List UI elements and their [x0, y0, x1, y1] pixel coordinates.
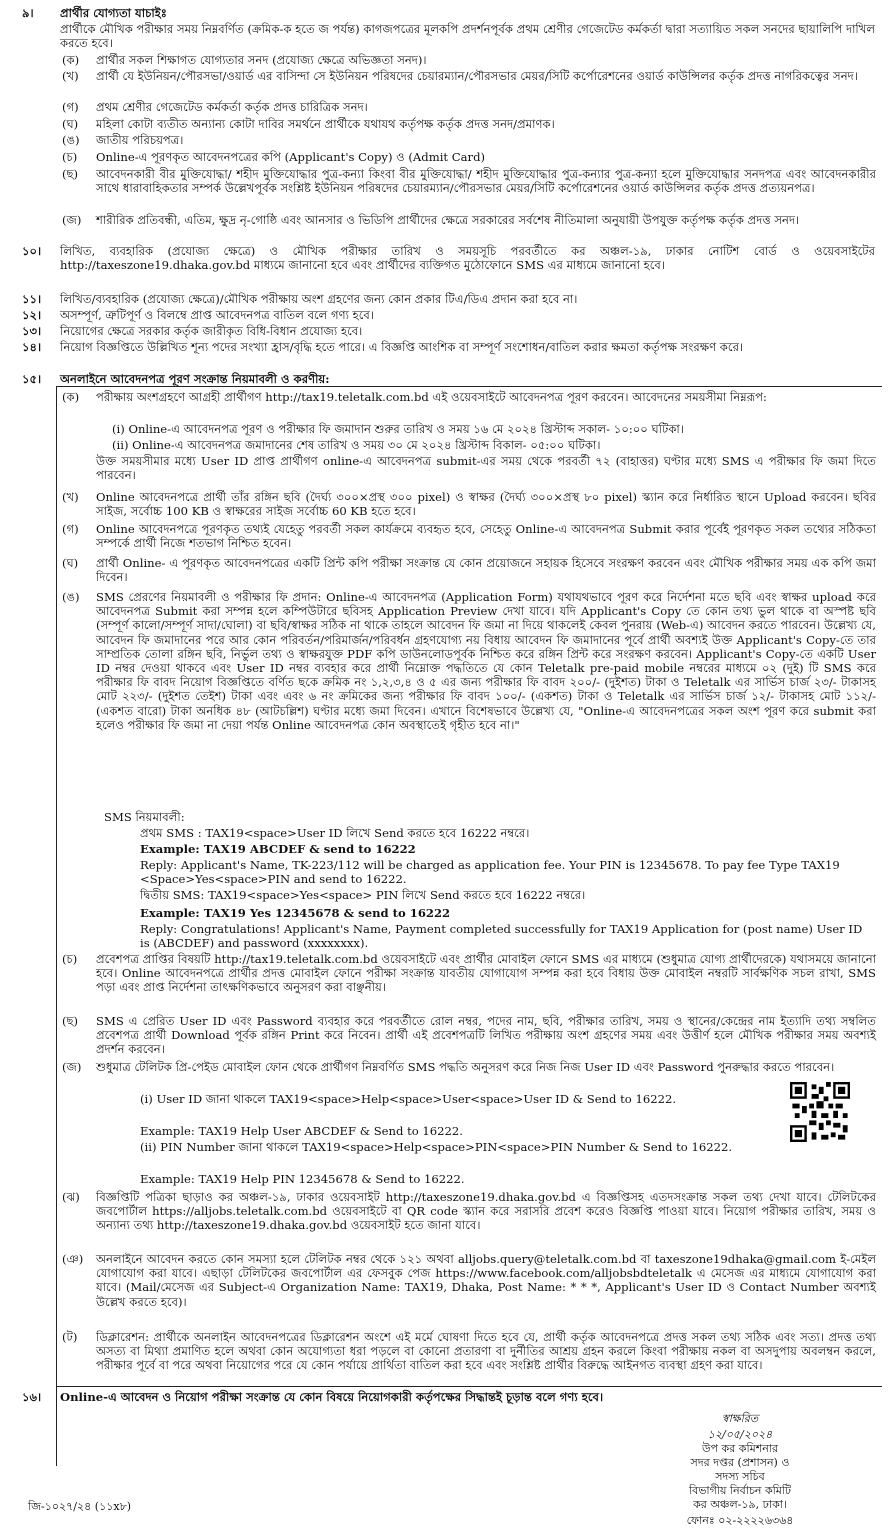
sms-second: দ্বিতীয় SMS: TAX19<space>Yes<space> PIN লিখে Send করতে হবে 16222 নম্বরে।: [140, 888, 586, 902]
item-text: প্রার্থী Online- এ পূরণকৃত আবেদনপত্রের একটি প্রিন্ট কপি পরীক্ষা সংক্রান্ত যে কোন প্রয়োজনে সহায়ক হিসেবে সংরক্ষণ করবেন এবং মৌখিক পরীক্ষার সময় এক কপি জমা দিবেন।: [96, 556, 876, 585]
item-text: পরীক্ষায় অংশগ্রহণে আগ্রহী প্রার্থীগণ http://tax19.teletalk.com.bd এই ওয়েবসাইটে আবেদনপত্র পূরণ করবেন। আবেদনের সময়সীমা নিম্নরূপ:: [96, 390, 767, 404]
item-label: (ঝ): [62, 1190, 80, 1204]
section-title: প্রার্থীর যোগ্যতা যাচাইঃ: [60, 6, 167, 20]
item-label: (ক): [62, 53, 80, 67]
item-label: (ঘ): [62, 556, 79, 570]
item-label: (ছ): [62, 167, 79, 181]
section-number: ১৪।: [22, 340, 42, 354]
sms-first-reply: Reply: Applicant's Name, TK-223/112 will be charged as application fee. Your PIN is 12345678. To pay fee Type TAX19 <Space>Yes<space>PIN and send to 16222.: [140, 858, 840, 887]
item-label: (ঞ): [62, 1252, 84, 1266]
item-text: SMS এ প্রেরিত User ID এবং Password ব্যবহার করে পরবর্তীতে রোল নম্বর, পদের নাম, ছবি, পরীক্ষার তারিখ, সময় ও স্থানের/কেন্দ্রের নাম ইত্যাদি তথ্য সম্বলিত প্রবেশপত্র প্রার্থী Download পূর্বক রঙ্গিন Print করে নিবেন। প্রার্থী এই প্রবেশপত্রটি লিখিত পরীক্ষায় অংশ গ্রহণের সময় এবং উত্তীর্ণ হলে মৌখিক পরীক্ষার সময় অবশ্যই প্রদর্শন করবেন।: [96, 1014, 876, 1057]
signatory-committee: বিভাগীয় নির্বাচন কমিটি: [688, 1484, 792, 1497]
section-number: ১৫।: [22, 372, 42, 386]
sms-second-example: Example: TAX19 Yes 12345678 & send to 16222: [140, 906, 451, 920]
qr-code-icon: [790, 1082, 850, 1142]
section-text: লিখিত, ব্যবহারিক (প্রযোজ্য ক্ষেত্রে) ও মৌখিক পরীক্ষার তারিখ ও সময়সূচি পরবর্তীতে কর অঞ্চল-১৯, ঢাকার নোটিশ বোর্ড ও ওয়েবসাইটের http://taxeszone19.dhaka.gov.bd মাধ্যমে জানানো হবে এবং প্রার্থীদের ব্যক্তিগত মুঠোফোনে SMS এর মাধ্যমে জানানো হবে।: [60, 244, 875, 273]
item-label: (ঙ): [62, 133, 80, 147]
section-number: ১২।: [22, 308, 42, 322]
signatory-office: সদর দপ্তর (প্রশাসন) ও: [690, 1456, 790, 1469]
section-number: ১০।: [22, 244, 42, 258]
help-user-line: (i) User ID জানা থাকলে TAX19<space>Help<space>User<space>User ID & Send to 16222.: [140, 1092, 677, 1106]
section-number: ১১।: [22, 292, 42, 306]
section-title: অনলাইনে আবেদনপত্র পূরণ সংক্রান্ত নিয়মাবলী ও করণীয়:: [60, 372, 330, 386]
item-text: Online-এ পূরণকৃত আবেদনপত্রের কপি (Applicant's Copy) ও (Admit Card): [96, 150, 486, 164]
item-label: (ক): [62, 390, 80, 404]
item-label: (গ): [62, 522, 79, 536]
table-bottom-rule: [56, 1386, 882, 1387]
section-number: ১৬।: [22, 1390, 42, 1404]
signatory-zone: কর অঞ্চল-১৯, ঢাকা।: [693, 1498, 787, 1511]
section-number: ৯।: [22, 6, 34, 20]
item-text: প্রবেশপত্র প্রাপ্তির বিষয়টি http://tax19.teletalk.com.bd ওয়েবসাইটে এবং প্রার্থীর মোবাইল ফোনে SMS এর মাধ্যমে (শুধুমাত্র যোগ্য প্রার্থীদেরকে) যথাসময়ে জানানো হবে। Online আবেদনপত্রে প্রার্থীর প্রদত্ত মোবাইল ফোনে পরীক্ষা সংক্রান্ত যাবতীয় যোগাযোগ সম্পন্ন করা হবে বিধায় উক্ত মোবাইল নম্বরটি সার্বক্ষণিক সচল রাখা, SMS পড়া এবং প্রাপ্ত নির্দেশনা তাৎক্ষণিকভাবে অনুসরণ করা বাঞ্ছনীয়।: [96, 952, 876, 995]
item-label: (খ): [62, 490, 79, 504]
item-label: (জ): [62, 1060, 82, 1074]
signature-mark: স্বাক্ষরিত: [721, 1412, 759, 1425]
item-label: (ট): [62, 1330, 78, 1344]
item-label: (খ): [62, 69, 79, 83]
help-pin-line: (ii) PIN Number জানা থাকলে TAX19<space>Help<space>PIN<space>PIN Number & Send to 16222.: [140, 1140, 733, 1154]
item-subline: (ii) Online-এ আবেদনপত্র জমাদানের শেষ তারিখ ও সময় ৩০ মে ২০২৪ খ্রিস্টাব্দ বিকাল- ০৫:০০ ঘটিকা।: [112, 438, 601, 452]
item-subline: (i) Online-এ আবেদনপত্র পূরণ ও পরীক্ষার ফি জমাদান শুরুর তারিখ ও সময় ১৬ মে ২০২৪ খ্রিস্টাব্দ সকাল- ১০:০০ ঘটিকা।: [112, 422, 684, 436]
item-label: (ঘ): [62, 117, 79, 131]
item-label: (ঙ): [62, 590, 80, 604]
signature-date: ১২/০৫/২০২৪: [707, 1428, 773, 1441]
sms-first: প্রথম SMS : TAX19<space>User ID লিখে Send করতে হবে 16222 নম্বরে।: [140, 826, 530, 840]
table-top-rule: [56, 386, 882, 387]
sms-second-reply: Reply: Congratulations! Applicant's Name, Payment completed successfully for TAX19 Application for (post name) User ID is (ABCDEF) and password (xxxxxxxx).: [140, 922, 863, 951]
section-text: অসম্পূর্ণ, ত্রুটিপূর্ণ ও বিলম্বে প্রাপ্ত আবেদনপত্র বাতিল বলে গণ্য হবে।: [60, 308, 375, 322]
section-text: নিয়োগ বিজ্ঞপ্তিতে উল্লিখিত শূন্য পদের সংখ্যা হ্রাস/বৃদ্ধি হতে পারে। এ বিজ্ঞপ্তি আংশিক বা সম্পূর্ণ সংশোধন/বাতিল করার ক্ষমতা কর্তৃপক্ষ সংরক্ষণ করে।: [60, 340, 744, 354]
item-text: Online আবেদনপত্রে পূরণকৃত তথ্যই যেহেতু পরবর্তী সকল কার্যক্রমে ব্যবহৃত হবে, সেহেতু Online-এ আবেদনপত্র Submit করার পূর্বেই পূরণকৃত সকল তথ্যের সঠিকতা সম্পর্কে প্রার্থী নিজে শতভাগ নিশ্চিত হবেন।: [96, 522, 876, 551]
item-text: SMS প্রেরণের নিয়মাবলী ও পরীক্ষার ফি প্রদান: Online-এ আবেদনপত্র (Application Form) যথাযথভাবে পূরণ করে নির্দেশনা মতে ছবি এবং স্বাক্ষর upload করে আবেদনপত্র Submit করা সম্পন্ন হলে কম্পিউটারে ছবিসহ Application Preview দেখা যাবে। যদি Applicant's Copy তে কোন তথ্য ভুল থাকে বা অস্পষ্ট ছবি (সম্পূর্ণ কালো/সম্পূর্ণ সাদা/ঘোলা) বা ছবি/স্বাক্ষর সঠিক না থাকে তাহলে আবেদন ফি জমা না দিয়ে থাকলেই কেবল পুনরায় (Web-এ) আবেদন করতে পারবেন। উল্লেখ্য যে, আবেদন ফি জমাদানের পরে আর কোন পরিবর্তন/পরিমার্জন/পরিবর্ধন গ্রহণযোগ্য নয় বিধায় আবেদন ফি জমাদানের পূর্বে প্রার্থী অবশ্যই উক্ত Applicant's Copy-তে তার সাম্প্রতিক তোলা রঙ্গিন ছবি, নির্ভুল তথ্য ও স্বাক্ষরযুক্ত PDF কপি ডাউনলোডপূর্বক নিশ্চিত করে রঙ্গিন প্রিন্ট করে সংরক্ষণ করবেন। Applicant's Copy-তে একটি User ID নম্বর দেওয়া থাকবে এবং User ID নম্বর ব্যবহার করে প্রার্থী নিম্নোক্ত পদ্ধতিতে যে কোন Teletalk pre-paid mobile নম্বরের মাধ্যমে ০২ (দুই) টি SMS করে পরীক্ষার ফি বাবদ নিয়োগ বিজ্ঞপ্তিতে বর্ণিত ছকে ক্রমিক নং ১,২,৩,৪ ও ৫ এর জন্য পরীক্ষার ফি বাবদ ২০০/- (দুইশত) টাকা ও Teletalk এর সার্ভিস চার্জ ২৩/- টাকাসহ মোট ২২৩/- (দুইশত তেইশ) টাকা এবং এবং ৬ নং ক্রমিকের জন্য পরীক্ষার ফি বাবদ ১০০/- (একশত) টাকা ও Teletalk এর সার্ভিস চার্জ ১২/- টাকাসহ মোট ১১২/- (একশত বারো) টাকা অনধিক ৪৮ (আটচল্লিশ) ঘণ্টার মধ্যে জমা দিবেন। এখানে বিশেষভাবে উল্লেখ্য যে, "Online-এ আবেদনপত্রের সকল অংশ পূরণ করে submit করা হলেও পরীক্ষার ফি জমা না দেয়া পর্যন্ত Online আবেদনপত্র কোন অবস্থাতেই গৃহীত হবে না।": [96, 590, 876, 732]
signatory-role: সদস্য সচিব: [715, 1470, 765, 1483]
item-label: (চ): [62, 952, 78, 966]
item-text: Online আবেদনপত্রে প্রার্থী তাঁর রঙ্গিন ছবি (দৈর্ঘ্য ৩০০×প্রস্থ ৩০০ pixel) ও স্বাক্ষর (দৈর্ঘ্য ৩০০×প্রস্থ ৮০ pixel) স্ক্যান করে নির্ধারিত স্থানে Upload করবেন। ছবির সাইজ, সর্বোচ্চ 100 KB ও স্বাক্ষরের সাইজ সর্বোচ্চ 60 KB হতে হবে।: [96, 490, 876, 519]
item-label: (ছ): [62, 1014, 79, 1028]
item-text: অনলাইনে আবেদন করতে কোন সমস্যা হলে টেলিটক নম্বর থেকে ১২১ অথবা alljobs.query@teletalk.com.bd বা taxeszone19dhaka@gmail.com ই-মেইল যোগাযোগ করা যাবে। এছাড়া টেলিটকের জবপোর্টাল এর ফেসবুক পেজ https://www.facebook.com/alljobsbdteletalk এ মেসেজ এর মাধ্যমে যোগাযোগ করা যাবে। (Mail/মেসেজ এর Subject-এ Organization Name: TAX19, Dhaka, Post Name: * * *, Applicant's User ID ও Contact Number অবশ্যই উল্লেখ করতে হবে)।: [96, 1252, 876, 1309]
item-text: ডিক্লারেশন: প্রার্থীকে অনলাইন আবেদনপত্রের ডিক্লারেশন অংশে এই মর্মে ঘোষণা দিতে হবে যে, প্রার্থী কর্তৃক আবেদনপত্রে প্রদত্ত সকল তথ্য সঠিক এবং সত্য। প্রদত্ত তথ্য অসত্য বা মিথ্যা প্রমাণিত হলে অথবা কোন অযোগ্যতা ধরা পড়লে বা কোনো প্রতারণা বা দুর্নীতির আশ্রয় গ্রহন করলে কিংবা পরীক্ষায় নকল বা অসদুপায় অবলম্বন করলে, পরীক্ষার পূর্বে বা পরে অথবা নিয়োগের পরে যে কোন পর্যায়ে প্রার্থিতা বাতিল করা হবে এবং সংশ্লিষ্ট প্রার্থীর বিরুদ্ধে আইনগত ব্যবস্থা গ্রহণ করা যাবে।: [96, 1330, 876, 1373]
table-left-rule: [56, 386, 57, 1466]
section-text: লিখিত/ব্যবহারিক (প্রযোজ্য ক্ষেত্রে)/মৌখিক পরীক্ষায় অংশ গ্রহণের জন্য কোন প্রকার টিএ/ডিএ প্রদান করা হবে না।: [60, 292, 578, 306]
item-text: প্রথম শ্রেণীর গেজেটেড কর্মকর্তা কর্তৃক প্রদত্ত চারিত্রিক সনদ।: [96, 100, 368, 114]
item-text: বিজ্ঞপ্তিটি পত্রিকা ছাড়াও কর অঞ্চল-১৯, ঢাকার ওয়েবসাইট http://taxeszone19.dhaka.gov.bd এ বিজ্ঞপ্তিসহ এতদসংক্রান্ত সকল তথ্য দেখা যাবে। টেলিটকের জবপোর্টাল https://alljobs.teletalk.com.bd ওয়েবসাইটে বা QR code স্ক্যান করে সরাসরি প্রবেশ করেও বিজ্ঞপ্তি পাওয়া যাবে। নিয়োগ পরীক্ষার তারিখ, সময় ও অন্যান্য তথ্য http://taxeszone19.dhaka.gov.bd ওয়েবসাইট হতে জানা যাবে।: [96, 1190, 876, 1233]
signatory-designation: উপ কর কমিশনার: [701, 1442, 779, 1455]
item-label: (চ): [62, 150, 78, 164]
help-user-example: Example: TAX19 Help User ABCDEF & Send to 16222.: [140, 1124, 463, 1138]
item-text: প্রার্থীর সকল শিক্ষাগত যোগ্যতার সনদ (প্রযোজ্য ক্ষেত্রে অভিজ্ঞতা সনদ)।: [96, 53, 427, 67]
sms-first-example: Example: TAX19 ABCDEF & send to 16222: [140, 842, 416, 856]
item-text: প্রার্থী যে ইউনিয়ন/পৌরসভা/ওয়ার্ড এর বাসিন্দা সে ইউনিয়ন পরিষদের চেয়ারম্যান/পৌরসভার মেয়র/সিটি কর্পোরেশনের ওয়ার্ড কাউন্সিলর কর্তৃক প্রদত্ত নাগরিকত্বের সনদ।: [96, 69, 858, 83]
section-text: Online-এ আবেদন ও নিয়োগ পরীক্ষা সংক্রান্ত যে কোন বিষয়ে নিয়োগকারী কর্তৃপক্ষের সিদ্ধান্তই চূড়ান্ত বলে গণ্য হবে।: [60, 1390, 604, 1404]
print-code: জি-১০২৭/২৪ (১১x৮): [28, 1500, 131, 1513]
item-text: আবেদনকারী বীর মুক্তিযোদ্ধা/ শহীদ মুক্তিযোদ্ধার পুত্র-কন্যা কিংবা বীর মুক্তিযোদ্ধা/ শহীদ মুক্তিযোদ্ধার পুত্র-কন্যার পুত্র-কন্যা হলে মুক্তিযোদ্ধার সনদপত্র এবং আবেদনকারীর সাথে ধারাবাহিকতার সম্পর্ক উল্লেখপূর্বক সংশ্লিষ্ট ইউনিয়ন পরিষদের চেয়ারম্যান/পৌরসভার মেয়র/সিটি কর্পোরেশনের ওয়ার্ড কাউন্সিলর কর্তৃক প্রদত্ত প্রত্যয়নপত্র।: [96, 167, 876, 196]
item-text: মহিলা কোটা ব্যতীত অন্যান্য কোটা দাবির সমর্থনে প্রার্থীকে যথাযথ কর্তৃপক্ষ কর্তৃক প্রদত্ত সনদ/প্রমাণক।: [96, 117, 555, 131]
section-number: ১৩।: [22, 324, 42, 338]
item-text: উক্ত সময়সীমার মধ্যে User ID প্রাপ্ত প্রার্থীগণ online-এ আবেদনপত্র submit-এর সময় থেকে পরবর্তী ৭২ (বাহাত্তর) ঘণ্টার মধ্যে SMS এ পরীক্ষার ফি জমা দিতে পারবেন।: [96, 454, 876, 483]
item-text: শুধুমাত্র টেলিটক প্রি-পেইড মোবাইল ফোন থেকে প্রার্থীগণ নিম্নবর্ণিত SMS পদ্ধতি অনুসরণ করে নিজ নিজ User ID এবং Password পুনরুদ্ধার করতে পারবেন।: [96, 1060, 835, 1074]
help-pin-example: Example: TAX19 Help PIN 12345678 & Send to 16222.: [140, 1172, 465, 1186]
sms-rules-title: SMS নিয়মাবলী:: [104, 810, 185, 824]
item-text: জাতীয় পরিচয়পত্র।: [96, 133, 184, 147]
item-text: শারীরিক প্রতিবন্ধী, এতিম, ক্ষুদ্র নৃ-গোষ্ঠি এবং আনসার ও ভিডিপি প্রার্থীদের ক্ষেত্রে সরকারের সর্বশেষ নীতিমালা অনুযায়ী উপযুক্ত কর্তৃপক্ষ কর্তৃক প্রদত্ত সনদ।: [96, 213, 800, 227]
signatory-phone: ফোনঃ ০২-২২২২৬৩৬৪: [686, 1514, 794, 1527]
section-text: নিয়োগের ক্ষেত্রে সরকার কর্তৃক জারীকৃত বিধি-বিধান প্রযোজ্য হবে।: [60, 324, 363, 338]
section-intro: প্রার্থীকে মৌখিক পরীক্ষার সময় নিম্নবর্ণিত (ক্রমিক-ক হতে জ পর্যন্ত) কাগজপত্রের মূলকপি প্রদর্শনপূর্বক প্রথম শ্রেণীর গেজেটেড কর্মকর্তা দ্বারা সত্যায়িত সকল সনদের ছায়ালিপি দাখিল করতে হবে।: [60, 22, 875, 51]
item-label: (গ): [62, 100, 79, 114]
item-label: (জ): [62, 213, 82, 227]
